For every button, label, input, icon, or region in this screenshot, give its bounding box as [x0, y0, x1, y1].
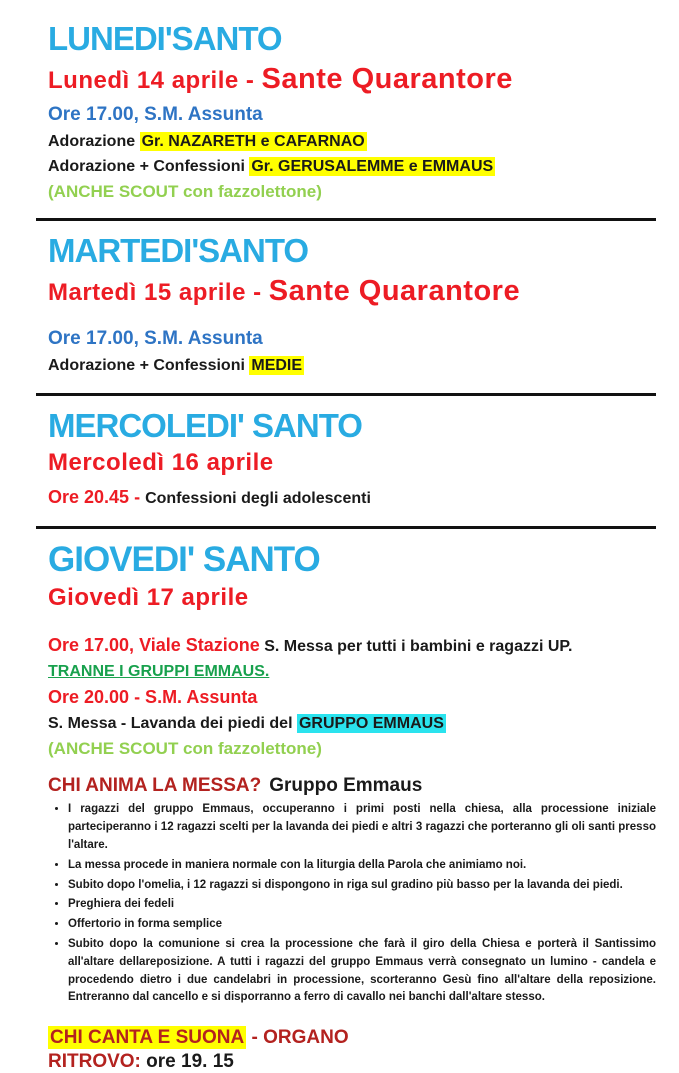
monday-date: Lunedì 14 aprile -	[48, 66, 262, 94]
mass-info-bullet-list	[48, 801, 656, 1007]
spacer	[48, 316, 653, 326]
thursday-line3-red: Ore 20.00 - S.M. Assunta	[48, 687, 258, 708]
meeting-label: RITROVO:	[48, 1051, 141, 1073]
who-sings-line	[48, 1027, 653, 1049]
who-sings-rest: - ORGANO	[246, 1027, 349, 1049]
tuesday-title: MARTEDI'SANTO	[48, 232, 309, 270]
list-item: • La messa procede in maniera normale con la liturgia della Parola che animiamo noi.	[68, 857, 656, 875]
thursday-line-1	[48, 633, 653, 658]
monday-title: LUNEDI'SANTO	[48, 20, 282, 57]
wednesday-time-red: Ore 20.45 -	[48, 486, 146, 507]
tuesday-section	[48, 234, 653, 377]
monday-section	[48, 22, 653, 202]
list-item: • Preghiera dei fedeli	[68, 896, 656, 914]
monday-date-line	[48, 63, 653, 96]
monday-line2-highlight: Gr. GERUSALEMME e EMMAUS	[251, 157, 494, 175]
mass-info-group: Gruppo Emmaus	[269, 775, 423, 797]
monday-line1-highlight: Gr. NAZARETH e CAFARNAO	[141, 132, 365, 150]
monday-adoration-line-1	[48, 131, 653, 153]
thursday-line-2	[48, 661, 653, 683]
monday-scout-note: (ANCHE SCOUT con fazzolettone)	[48, 182, 322, 202]
footer-section	[48, 1027, 653, 1073]
thursday-line-3	[48, 685, 653, 710]
tuesday-date: Martedì 15 aprile -	[48, 278, 269, 306]
wednesday-time-line	[48, 485, 653, 510]
thursday-line-4	[48, 713, 653, 735]
thursday-title: GIOVEDI' SANTO	[48, 539, 320, 579]
wednesday-time-rest: Confessioni degli adolescenti	[145, 489, 371, 507]
tuesday-adoration-line	[48, 355, 653, 377]
thursday-line1-black: S. Messa per tutti i bambini e ragazzi UP.	[259, 637, 573, 655]
mass-info-section	[48, 775, 656, 1007]
thursday-line2-green: TRANNE I GRUPPI EMMAUS.	[48, 662, 270, 680]
list-item: • Offertorio in forma semplice	[68, 916, 656, 934]
section-divider-2	[36, 393, 656, 396]
monday-time: Ore 17.00, S.M. Assunta	[48, 103, 263, 125]
tuesday-event: Sante Quarantore	[268, 274, 521, 307]
monday-line2-prefix: Adorazione + Confessioni	[48, 157, 250, 175]
tuesday-time: Ore 17.00, S.M. Assunta	[48, 328, 263, 350]
thursday-section	[48, 539, 653, 760]
section-divider-1	[36, 218, 656, 221]
list-item: • Subito dopo la comunione si crea la processione che farà il giro della Chiesa e porterà il Santissimo all'altare dellareposizione. A tutti i ragazzi del gruppo Emmaus verrà consegnato un lumino - candela e procedendo dietro i due candelabri in processione, scorteranno Gesù fino all'altare della reposizione. Entreranno dal cancello e si disporranno a ferro di cavallo nei banchi dall'altare stesso.	[68, 936, 656, 1007]
thursday-line4-black: S. Messa - Lavanda dei piedi del	[48, 714, 297, 732]
thursday-date: Giovedì 17 aprile	[48, 584, 249, 612]
monday-event: Sante Quarantore	[261, 62, 513, 95]
tuesday-line1-prefix: Adorazione + Confessioni	[48, 357, 250, 375]
mass-info-heading	[48, 775, 653, 797]
monday-line1-prefix: Adorazione	[48, 132, 140, 150]
meeting-time-line	[48, 1051, 653, 1073]
tuesday-line1-highlight: MEDIE	[251, 357, 303, 375]
meeting-value: ore 19. 15	[140, 1051, 234, 1073]
thursday-date-line	[48, 584, 653, 612]
who-sings-highlight: CHI CANTA E SUONA	[50, 1027, 245, 1049]
wednesday-title: MERCOLEDI' SANTO	[48, 406, 362, 444]
thursday-line1-red: Ore 17.00, Viale Stazione	[48, 634, 260, 655]
wednesday-date: Mercoledì 16 aprile	[48, 449, 274, 477]
list-item: • I ragazzi del gruppo Emmaus, occuperanno i primi posti nella chiesa, alla processione iniziale parteciperanno i 12 ragazzi scelti per la lavanda dei piedi e altri 3 ragazzi che porteranno gli oli santi presso l'altare.	[68, 801, 656, 854]
wednesday-section	[48, 406, 653, 510]
monday-adoration-line-2	[48, 156, 653, 178]
list-item: • Subito dopo l'omelia, i 12 ragazzi si dispongono in riga sul gradino più basso per la lavanda dei piedi.	[68, 877, 656, 895]
thursday-scout-note: (ANCHE SCOUT con fazzolettone)	[48, 739, 322, 759]
section-divider-3	[36, 526, 656, 529]
tuesday-date-line	[48, 275, 653, 308]
wednesday-date-line	[48, 449, 653, 477]
mass-info-question: CHI ANIMA LA MESSA?	[48, 775, 262, 797]
spacer	[48, 620, 653, 630]
thursday-line4-highlight: GRUPPO EMMAUS	[298, 714, 444, 732]
